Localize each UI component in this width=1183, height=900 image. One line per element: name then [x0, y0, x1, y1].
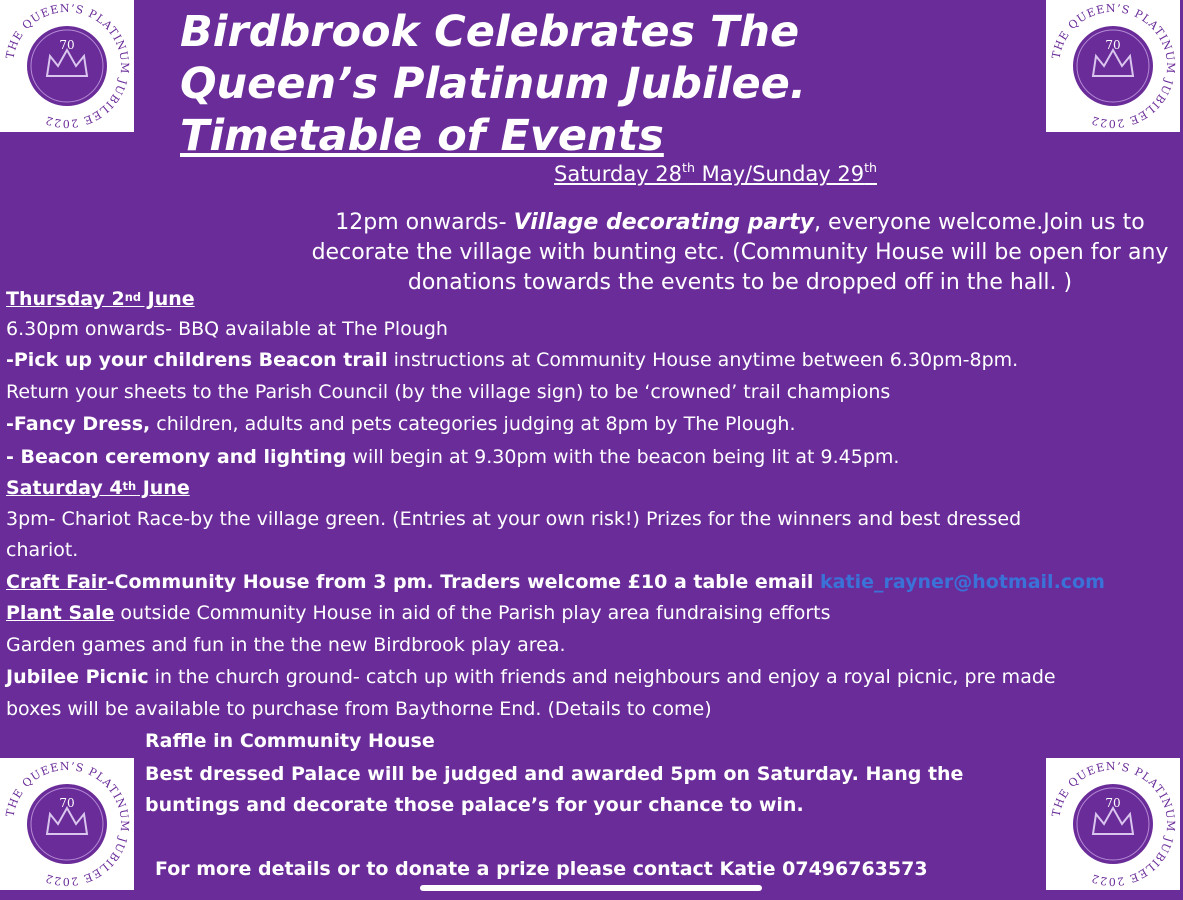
title-line-1: Birdbrook Celebrates The [180, 7, 800, 57]
thursday-heading: Thursday 2nd June [6, 288, 195, 310]
saturday-heading: Saturday 4th June [6, 477, 190, 499]
svg-text:70: 70 [1105, 796, 1121, 810]
craft-fair-line: Craft Fair-Community House from 3 pm. Traders welcome £10 a table email katie_rayner@hotmail.com [6, 571, 1105, 593]
saturday-line-1b: chariot. [6, 539, 79, 561]
home-indicator[interactable] [420, 885, 762, 891]
svg-text:THE QUEEN’S PLATINUM JUBILEE 2: THE QUEEN’S PLATINUM JUBILEE 2022 [1049, 1, 1178, 131]
date-heading: Saturday 28th May/Sunday 29th [554, 160, 878, 186]
saturday-line-1: 3pm- Chariot Race-by the village green. (Entries at your own risk!) Prizes for the winners and best dressed [6, 508, 1022, 530]
plant-sale-line: Plant Sale outside Community House in aid of the Parish play area fundraising efforts [6, 602, 831, 624]
jubilee-emblem-icon [1046, 0, 1180, 132]
thursday-line-5: - Beacon ceremony and lighting will begin at 9.30pm with the beacon being lit at 9.45pm. [6, 446, 900, 468]
thursday-line-2: -Pick up your childrens Beacon trail instructions at Community House anytime between 6.30pm-8pm. [6, 349, 1019, 371]
garden-games-line: Garden games and fun in the the new Birdbrook play area. [6, 634, 566, 656]
palace-line-2: buntings and decorate those palace’s for your chance to win. [145, 794, 804, 816]
palace-line-1: Best dressed Palace will be judged and awarded 5pm on Saturday. Hang the [145, 763, 964, 785]
picnic-line-2: boxes will be available to purchase from Baythorne End. (Details to come) [6, 698, 712, 720]
jubilee-emblem-icon [0, 0, 134, 132]
title-line-3: Timetable of Events [180, 111, 664, 161]
thursday-line-3: Return your sheets to the Parish Council (by the village sign) to be ‘crowned’ trail champions [6, 381, 891, 403]
intro-paragraph: 12pm onwards- Village decorating party, everyone welcome.Join us to decorate the village with bunting etc. (Community House will be open for any donations towards the events to be dropped off in the hall. ) [311, 210, 1169, 295]
svg-text:70: 70 [59, 796, 75, 810]
jubilee-emblem-top-left [0, 0, 134, 132]
svg-text:70: 70 [59, 38, 75, 52]
raffle-line: Raffle in Community House [145, 730, 435, 752]
svg-text:THE QUEEN’S PLATINUM JUBILEE 2: THE QUEEN’S PLATINUM JUBILEE 2022 [3, 1, 132, 131]
contact-line: For more details or to donate a prize please contact Katie 07496763573 [155, 858, 928, 880]
svg-text:THE QUEEN’S PLATINUM JUBILEE 2: THE QUEEN’S PLATINUM JUBILEE 2022 [3, 759, 132, 889]
jubilee-emblem-bottom-left [0, 758, 134, 890]
picnic-line-1: Jubilee Picnic in the church ground- catch up with friends and neighbours and enjoy a royal picnic, pre made [6, 666, 1056, 688]
email-link[interactable]: katie_rayner@hotmail.com [820, 571, 1105, 593]
jubilee-emblem-icon [1046, 758, 1180, 890]
jubilee-emblem-bottom-right [1046, 758, 1180, 890]
svg-text:THE QUEEN’S PLATINUM JUBILEE 2: THE QUEEN’S PLATINUM JUBILEE 2022 [1049, 759, 1178, 889]
jubilee-emblem-top-right [1046, 0, 1180, 132]
title-line-2: Queen’s Platinum Jubilee. [180, 59, 807, 109]
poster-title [180, 6, 1020, 162]
svg-text:70: 70 [1105, 38, 1121, 52]
thursday-line-4: -Fancy Dress, children, adults and pets categories judging at 8pm by The Plough. [6, 413, 796, 435]
jubilee-emblem-icon [0, 758, 134, 890]
thursday-line-1: 6.30pm onwards- BBQ available at The Plough [6, 318, 448, 340]
